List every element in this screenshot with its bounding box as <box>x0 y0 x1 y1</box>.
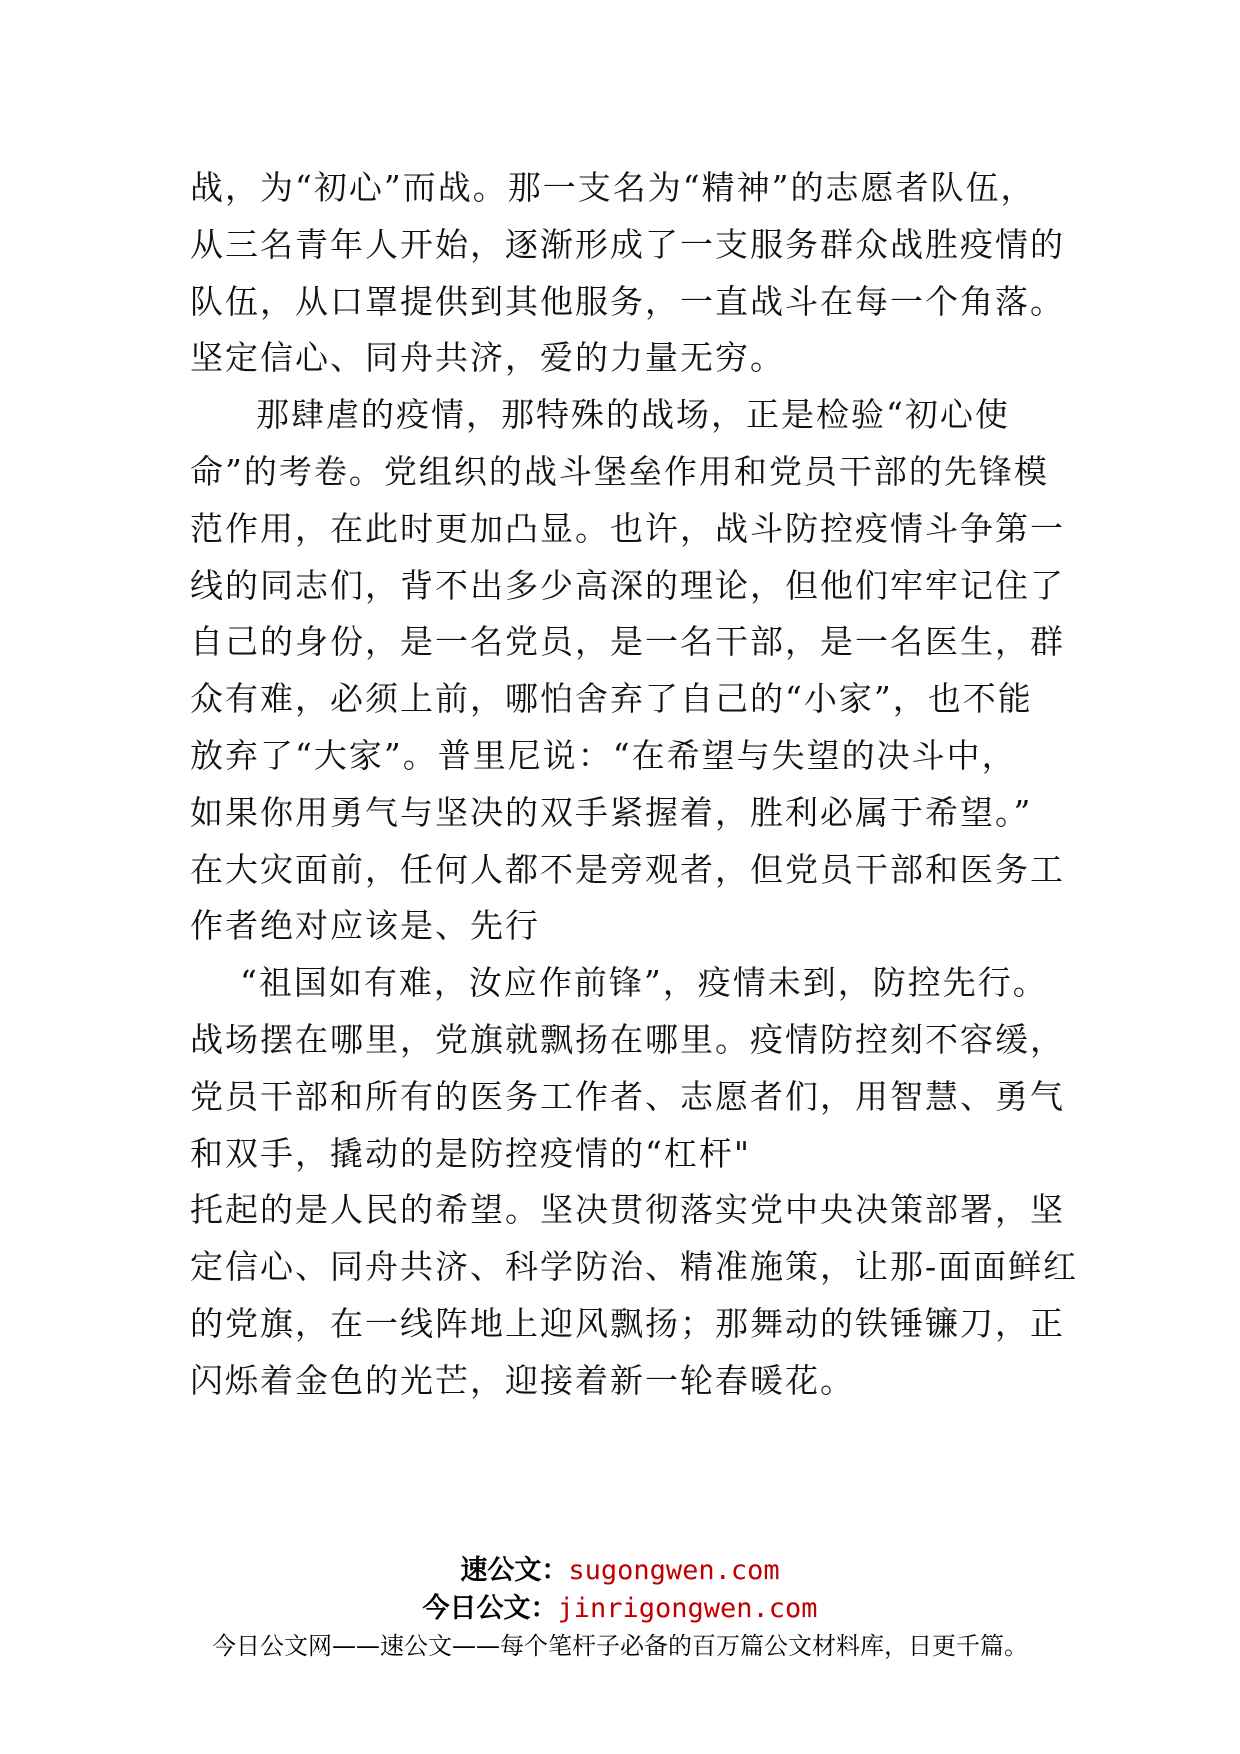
footer-site-1-label: 速公文： <box>460 1555 569 1586</box>
document-body <box>190 160 1079 1410</box>
paragraph-line: 那肆虐的疫情，那特殊的战场，正是检验“初心使 <box>256 395 1010 435</box>
paragraph-line: 定信心、同舟共济、科学防治、精准施策，让那-面面鲜红 <box>190 1247 1079 1287</box>
paragraph-line: “祖国如有难，汝应作前锋”，疫情未到，防控先行。 <box>240 963 1048 1003</box>
paragraph-line: 托起的是人民的希望。坚决贯彻落实党中央决策部署，坚 <box>190 1190 1065 1230</box>
paragraph-line: 作者绝对应该是、先行 <box>190 906 540 946</box>
footer-site-2-link[interactable]: jinrigongwen.com <box>557 1593 818 1624</box>
paragraph-line: 闪烁着金色的光芒，迎接着新一轮春暖花。 <box>190 1360 855 1400</box>
paragraph-line: 队伍，从口罩提供到其他服务，一直战斗在每一个角落。 <box>190 281 1065 321</box>
paragraph-line: 战，为“初心”而战。那一支名为“精神”的志愿者队伍， <box>190 168 1036 207</box>
paragraph-line: 如果你用勇气与坚决的双手紧握着，胜利必属于希望。” <box>190 792 1033 832</box>
footer-site-1 <box>0 1548 1240 1587</box>
paragraph-line: 的党旗，在一线阵地上迎风飘扬；那舞动的铁锤镰刀，正 <box>190 1303 1065 1343</box>
footer-tagline: 今日公文网——速公文——每个笔杆子必备的百万篇公文材料库，日更千篇。 <box>212 1632 1028 1660</box>
footer-site-2 <box>0 1586 1240 1625</box>
paragraph-line: 放弃了“大家”。普里尼说：“在希望与失望的决斗中， <box>190 735 1017 775</box>
paragraph-line: 线的同志们，背不出多少高深的理论，但他们牢牢记住了 <box>190 565 1065 605</box>
paragraph-line: 和双手，撬动的是防控疫情的“杠杆" <box>190 1133 752 1173</box>
paragraph-line: 在大灾面前，任何人都不是旁观者，但党员干部和医务工 <box>190 849 1065 889</box>
paragraph-line: 众有难，必须上前，哪怕舍弃了自己的“小家”，也不能 <box>190 679 1033 719</box>
paragraph-line: 范作用，在此时更加凸显。也许，战斗防控疫情斗争第一 <box>190 508 1065 548</box>
paragraph-line: 命”的考卷。党组织的战斗堡垒作用和党员干部的先锋模 <box>190 451 1049 491</box>
paragraph-line: 党员干部和所有的医务工作者、志愿者们，用智慧、勇气 <box>190 1076 1065 1116</box>
paragraph-line: 坚定信心、同舟共济，爱的力量无穷。 <box>190 338 785 378</box>
paragraph-line: 战场摆在哪里，党旗就飘扬在哪里。疫情防控刻不容缓， <box>190 1019 1065 1059</box>
footer-site-2-label: 今日公文： <box>422 1593 558 1624</box>
footer-site-1-link[interactable]: sugongwen.com <box>568 1555 780 1586</box>
paragraph-line: 从三名青年人开始，逐渐形成了一支服务群众战胜疫情的 <box>190 224 1065 264</box>
paragraph-line: 自己的身份，是一名党员，是一名干部，是一名医生，群 <box>190 622 1065 662</box>
